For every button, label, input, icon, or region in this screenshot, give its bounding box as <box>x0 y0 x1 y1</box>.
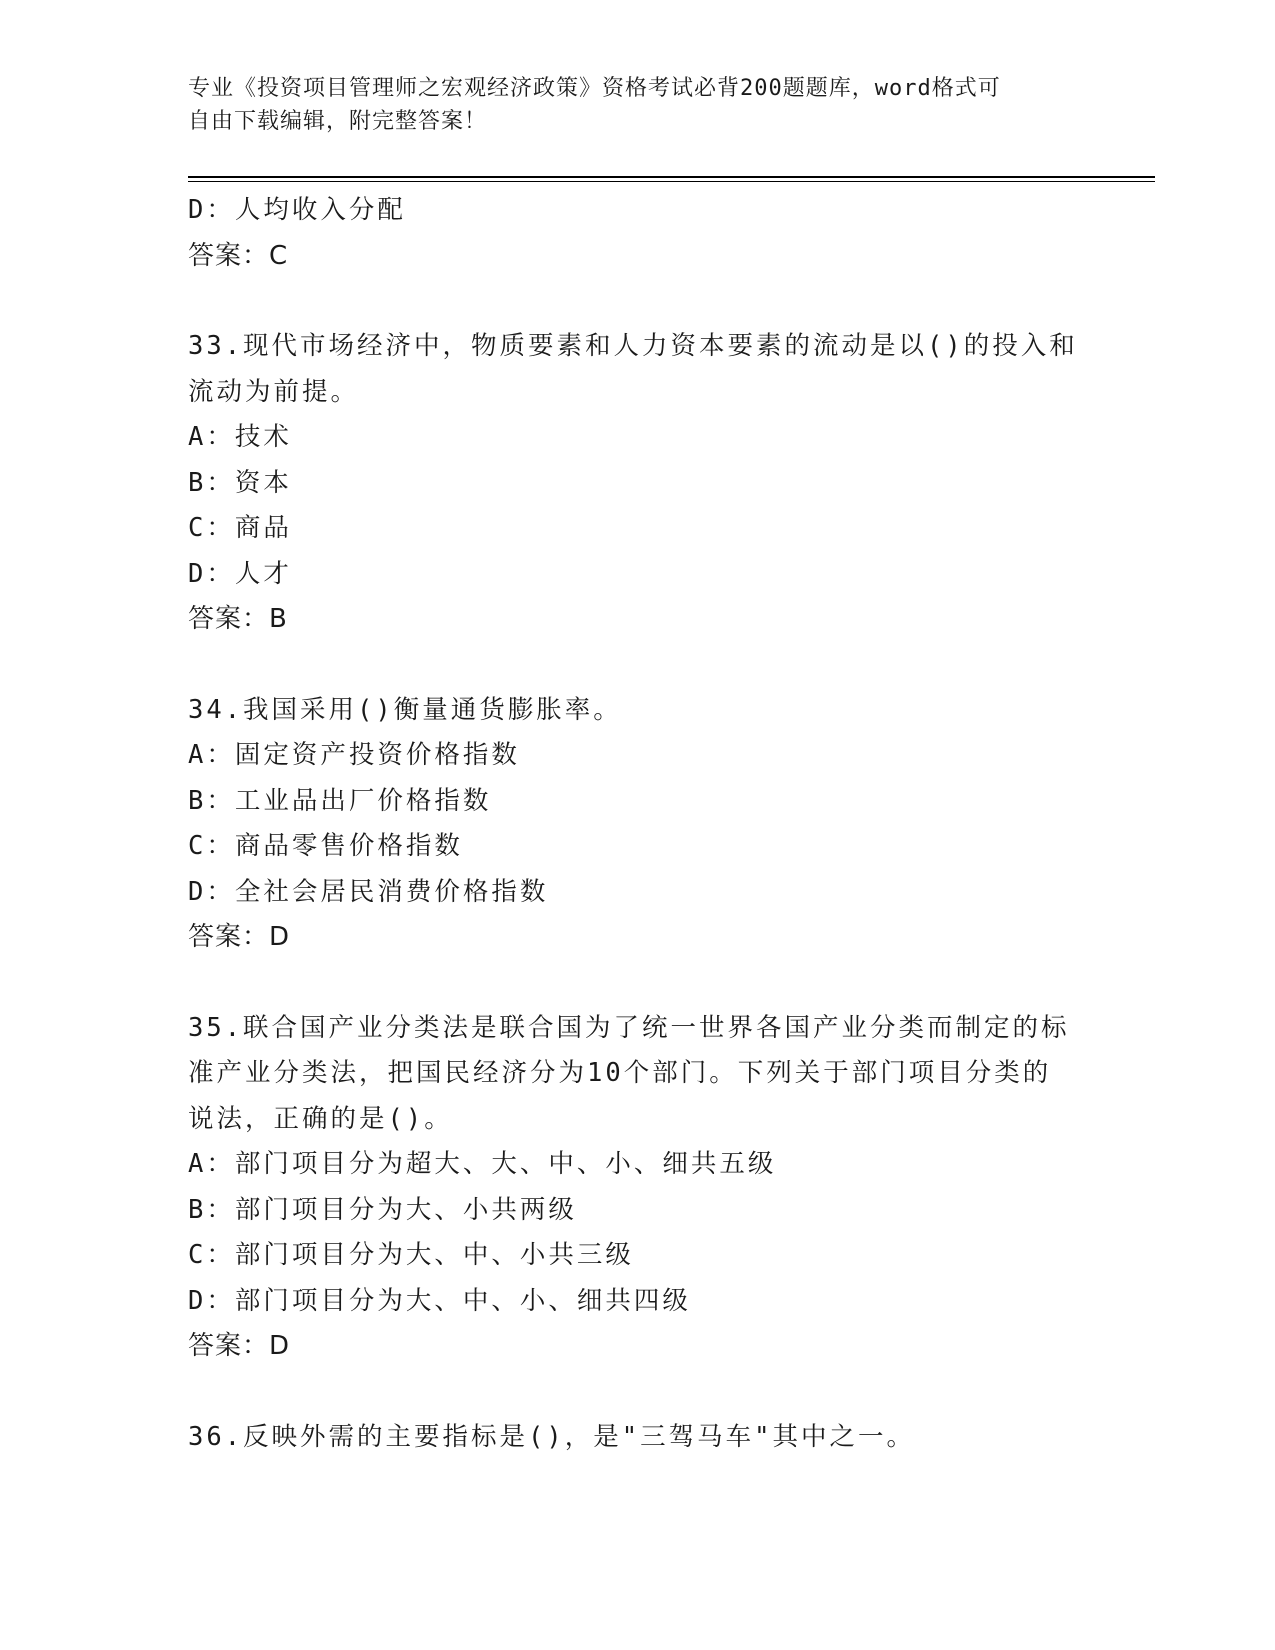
option-c: C：商品零售价格指数 <box>188 831 463 861</box>
question-stem-line: 33.现代市场经济中，物质要素和人力资本要素的流动是以()的投入和 <box>188 331 1078 361</box>
option-b: B：工业品出厂价格指数 <box>188 785 492 816</box>
answer-label: 答案：D <box>188 1331 291 1361</box>
question-stem-line: 说法，正确的是()。 <box>188 1103 453 1134</box>
question-36 <box>188 1415 1088 1461</box>
option-d: D：全社会居民消费价格指数 <box>188 876 549 907</box>
spacer <box>188 279 1088 324</box>
option-b: B：资本 <box>188 467 292 498</box>
header-line-1: 专业《投资项目管理师之宏观经济政策》资格考试必背200题题库，word格式可 <box>188 76 1001 101</box>
answer-label: 答案：C <box>188 240 289 271</box>
answer-label: 答案：B <box>188 604 288 634</box>
option-c: C：商品 <box>188 513 292 543</box>
spacer <box>188 643 1088 688</box>
question-stem-line: 准产业分类法，把国民经济分为10个部门。下列关于部门项目分类的 <box>188 1058 1052 1088</box>
header-line-2: 自由下载编辑，附完整答案！ <box>188 109 488 134</box>
question-list <box>188 188 1088 1460</box>
answer-label: 答案：D <box>188 922 291 952</box>
option-a: A：部门项目分为超大、大、中、小、细共五级 <box>188 1149 777 1179</box>
option-d: D：人均收入分配 <box>188 195 406 225</box>
spacer <box>188 1370 1088 1415</box>
question-stem-line: 流动为前提。 <box>188 376 360 407</box>
option-d: D：人才 <box>188 558 292 589</box>
question-35 <box>188 1006 1088 1370</box>
header-divider-thick <box>188 176 1155 178</box>
option-d: D：部门项目分为大、中、小、细共四级 <box>188 1285 691 1316</box>
question-34 <box>188 688 1088 961</box>
question-stem-line: 36.反映外需的主要指标是()，是"三驾马车"其中之一。 <box>188 1421 915 1452</box>
option-b: B：部门项目分为大、小共两级 <box>188 1194 577 1225</box>
question-33 <box>188 324 1088 643</box>
option-a: A：固定资产投资价格指数 <box>188 740 520 770</box>
spacer <box>188 961 1088 1006</box>
header-divider-thin <box>188 181 1155 182</box>
question-stem-line: 35.联合国产业分类法是联合国为了统一世界各国产业分类而制定的标 <box>188 1012 1070 1043</box>
option-c: C：部门项目分为大、中、小共三级 <box>188 1240 634 1270</box>
question-stem-line: 34.我国采用()衡量通货膨胀率。 <box>188 694 622 725</box>
option-a: A：技术 <box>188 422 292 452</box>
document-header <box>188 72 1068 138</box>
